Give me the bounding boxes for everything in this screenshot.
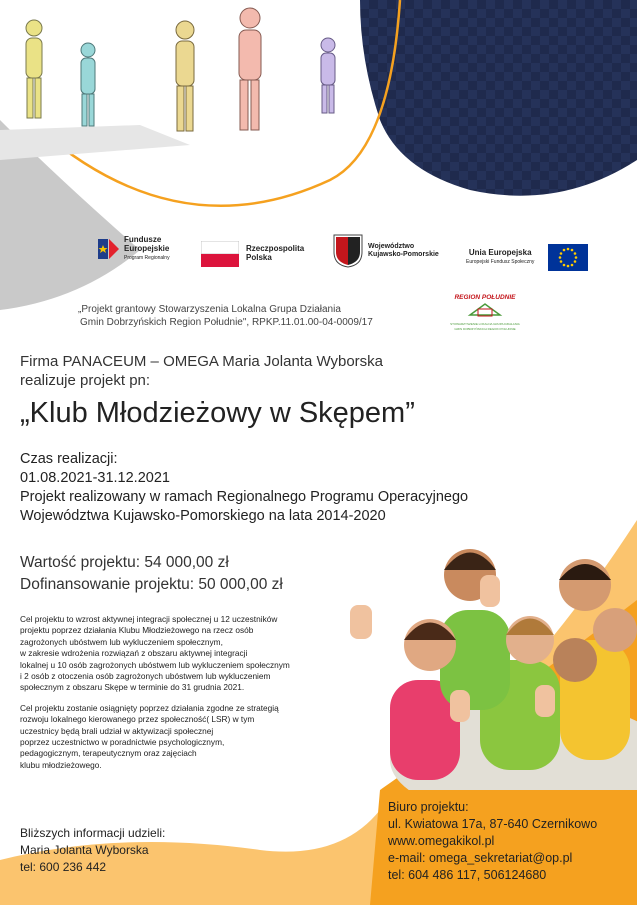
contact-label: Bliższych informacji udzieli: [20,826,166,840]
polish-flag-icon [201,241,239,267]
office-website-link[interactable]: www.omegakikol.pl [388,834,495,848]
realization-info [20,450,468,526]
project-goals [20,614,382,780]
project-values [20,552,283,596]
wojewodztwo-line2: Kujawsko-Pomorskie [368,251,439,258]
goal1-line: w zakresie wdrożenia rozwiązań z obszaru aktywnej integracji [20,648,248,659]
program-line1: Projekt realizowany w ramach Regionalnego Programu Operacyjnego [20,489,469,505]
floor [0,125,190,160]
goal1-line: i 2 osób z otoczenia osób zagrożonych ubóstwem lub wykluczeniem [20,671,271,682]
rzeczpospolita-logo [201,241,304,267]
unia-line1: Unia Europejska [468,248,532,257]
goal2-line: rozwoju lokalnego kierowanego przez społeczność( LSR) w tym [20,714,255,725]
goal-paragraph-2 [20,703,382,771]
goal1-line: projektu poprzez działania Klubu Młodzieżowego na rzecz osób [20,625,254,636]
goal1-line: społecznym z obszaru Skępe w terminie do 31 grudnia 2021. [20,682,245,693]
grant-line1: „Projekt grantowy Stowarzyszenia Lokalna Grupa Działania [78,304,341,315]
czas-dates: 01.08.2021-31.12.2021 [20,470,170,486]
region-logo-sub2: GMIN DOBRZYŃSKICH REGION POŁUDNIE [454,327,516,331]
office-phone: tel: 604 486 117, 506124680 [388,868,547,882]
office-label: Biuro projektu: [388,800,469,814]
region-poludnie-logo [450,294,520,340]
goal-paragraph-1 [20,614,382,694]
goal1-line: zagrożonych ubóstwem lub wykluczeniem społecznym, [20,636,223,647]
project-office [388,799,597,884]
goal2-line: poprzez uczestnictwo w poradnictwie psychologicznym, [20,737,225,748]
coat-of-arms-icon [333,234,363,268]
unia-line2: Europejski Fundusz Społeczny [466,259,535,265]
office-email-link[interactable]: e-mail: omega_sekretariat@op.pl [388,851,573,865]
wojewodztwo-logo [333,234,439,268]
program-line2: Województwa Kujawsko-Pomorskiego na lata 2014-2020 [20,508,386,524]
firm-realizuje: realizuje projekt pn: [20,372,151,389]
goal2-line: klubu młodzieżowego. [20,759,102,770]
goal2-line: uczestnicy będą brali udział w aktywizacji społecznej [20,725,214,736]
goal1-line: lokalnej u 10 osób zagrożonych ubóstwem lub wykluczeniem społecznym [20,659,290,670]
fundusze-line3: Program Regionalny [124,255,170,261]
fundusze-line1: Fundusze [124,235,162,244]
house-icon [450,301,520,317]
region-logo-sub1: STOWARZYSZENIE LOKALNA GRUPA DZIAŁANIA [450,322,520,326]
region-logo-title: REGION POŁUDNIE [454,294,516,301]
navy-wave [360,0,637,196]
goal2-line: Cel projektu zostanie osiągnięty poprzez działania zgodne ze strategią [20,702,279,713]
rzeczpospolita-line2: Polska [246,253,272,262]
eu-funds-star-icon [98,237,120,261]
rzeczpospolita-line1: Rzeczpospolita [246,244,305,253]
unia-europejska-logo [466,244,588,271]
logos-row [0,232,637,282]
project-title: „Klub Młodzieżowy w Skępem” [20,397,415,429]
wojewodztwo-line1: Województwo [368,243,415,250]
contact-phone: tel: 600 236 442 [20,860,107,874]
people-silhouettes [26,8,335,131]
project-funding: Dofinansowanie projektu: 50 000,00 zł [20,576,283,593]
fundusze-europejskie-logo [98,236,170,262]
project-value: Wartość projektu: 54 000,00 zł [20,554,229,571]
grant-line2: Gmin Dobrzyńskich Region Południe", RPKP.11.01.00-04-0009/17 [80,317,373,328]
grant-description [78,303,448,329]
fundusze-line2: Europejskie [124,244,170,253]
goal1-line: Cel projektu to wzrost aktywnej integracji społecznej u 12 uczestników [20,614,278,624]
czas-label: Czas realizacji: [20,451,118,467]
goal2-line: pedagogicznym, terapeutycznym oraz zajęciach [20,748,197,759]
firm-name: Firma PANACEUM – OMEGA Maria Jolanta Wyborska [20,353,384,370]
contact-person [20,825,165,876]
contact-name: Maria Jolanta Wyborska [20,843,149,857]
office-address: ul. Kwiatowa 17a, 87-640 Czernikowo [388,817,598,831]
eu-flag-icon [548,244,588,271]
firm-intro [20,352,383,390]
